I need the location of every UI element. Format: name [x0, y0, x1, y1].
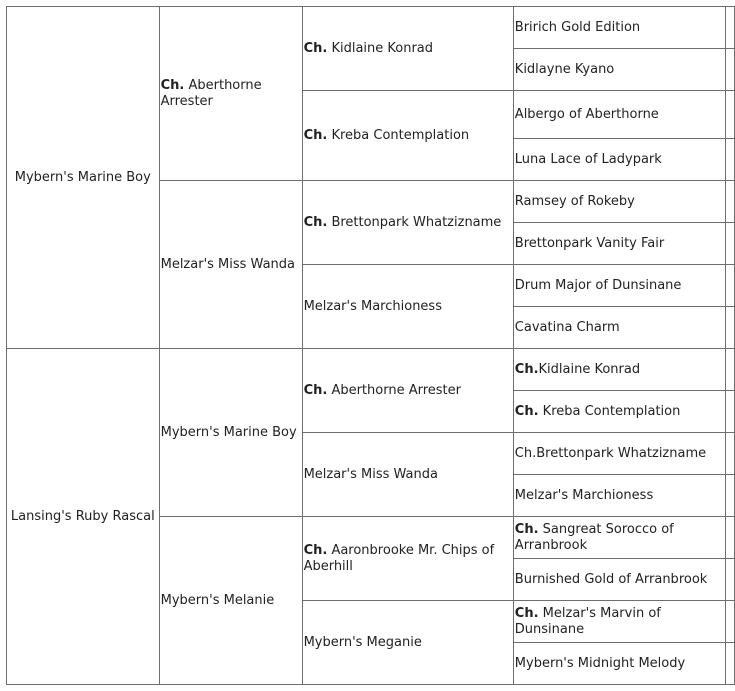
dam-dam-top: Melzar's Marchioness [302, 265, 513, 349]
dam-top: Melzar's Miss Wanda [159, 181, 302, 349]
dam-bottom: Mybern's Melanie [159, 517, 302, 685]
sire-sire-bottom: Ch. Aberthorne Arrester [302, 349, 513, 433]
gg-3: Albergo of Aberthorne [513, 91, 725, 139]
sire-sire-top: Ch. Kidlaine Konrad [302, 7, 513, 91]
gg-16: Mybern's Midnight Melody [513, 643, 725, 685]
dog-name-top: Mybern's Marine Boy [7, 7, 160, 349]
gg-13: Ch. Sangreat Sorocco of Arranbrook [513, 517, 725, 559]
dam-sire-bottom: Ch. Aaronbrooke Mr. Chips of Aberhill [302, 517, 513, 601]
sire-top: Ch. Aberthorne Arrester [159, 7, 302, 181]
dam-sire-top: Ch. Brettonpark Whatzizname [302, 181, 513, 265]
sire-dam-top: Ch. Kreba Contemplation [302, 91, 513, 181]
sire-dam-bottom: Melzar's Miss Wanda [302, 433, 513, 517]
gg-8: Cavatina Charm [513, 307, 725, 349]
gg-4: Luna Lace of Ladypark [513, 139, 725, 181]
dog-name-bottom: Lansing's Ruby Rascal [7, 349, 160, 685]
gg-15: Ch. Melzar's Marvin of Dunsinane [513, 601, 725, 643]
gg-1: Bririch Gold Edition [513, 7, 725, 49]
pedigree-table [6, 6, 735, 685]
gg-7: Drum Major of Dunsinane [513, 265, 725, 307]
gg-10: Ch. Kreba Contemplation [513, 391, 725, 433]
gg-11: Ch.Brettonpark Whatzizname [513, 433, 725, 475]
gg-2: Kidlayne Kyano [513, 49, 725, 91]
gg-14: Burnished Gold of Arranbrook [513, 559, 725, 601]
gg-6: Brettonpark Vanity Fair [513, 223, 725, 265]
sire-bottom: Mybern's Marine Boy [159, 349, 302, 517]
gg-5: Ramsey of Rokeby [513, 181, 725, 223]
gg-9: Ch.Kidlaine Konrad [513, 349, 725, 391]
gg-12: Melzar's Marchioness [513, 475, 725, 517]
dam-dam-bottom: Mybern's Meganie [302, 601, 513, 685]
